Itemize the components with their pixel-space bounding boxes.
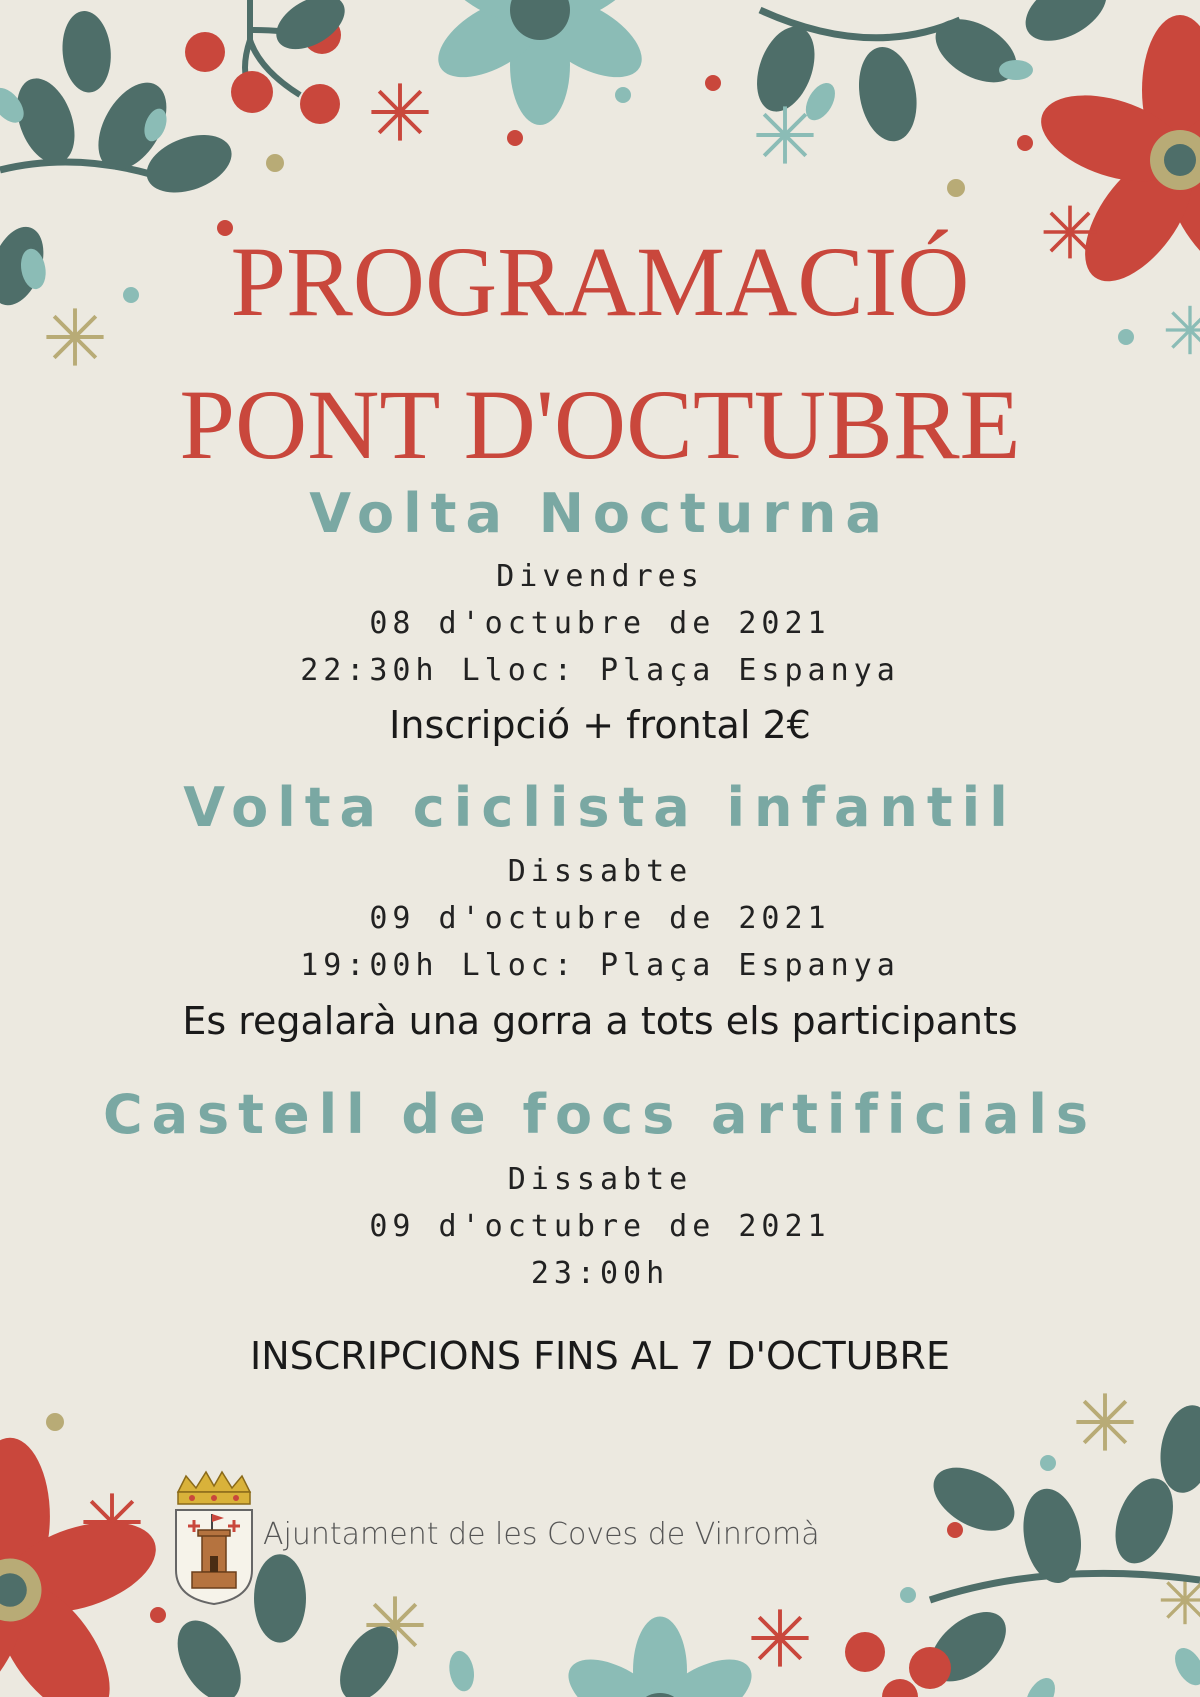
title-line-2: PONT D'OCTUBRE <box>179 369 1021 480</box>
event-day: Dissabte <box>507 854 693 889</box>
event-note: Es regalarà una gorra a tots els participants <box>182 999 1018 1043</box>
event-date: 09 d'octubre de 2021 <box>369 1209 831 1244</box>
event-date: 09 d'octubre de 2021 <box>369 901 831 936</box>
organizer-name: Ajuntament de les Coves de Vinromà <box>263 1517 820 1552</box>
event-time-place: 22:30h Lloc: Plaça Espanya <box>300 653 900 688</box>
event-day: Dissabte <box>507 1162 693 1197</box>
event-date: 08 d'octubre de 2021 <box>369 606 831 641</box>
registration-notice: INSCRIPCIONS FINS AL 7 D'OCTUBRE <box>250 1334 950 1378</box>
event-heading-volta-ciclista: Volta ciclista infantil <box>183 776 1017 839</box>
event-heading-volta-nocturna: Volta Nocturna <box>309 482 891 545</box>
event-time-place: 19:00h Lloc: Plaça Espanya <box>300 948 900 983</box>
coat-of-arms-icon <box>172 1470 256 1606</box>
event-day: Divendres <box>496 559 704 594</box>
event-heading-castell-de-focs: Castell de focs artificials <box>102 1083 1098 1146</box>
event-time-place: 23:00h <box>530 1256 670 1291</box>
event-note: Inscripció + frontal 2€ <box>389 703 811 747</box>
title-line-1: PROGRAMACIÓ <box>230 226 970 337</box>
